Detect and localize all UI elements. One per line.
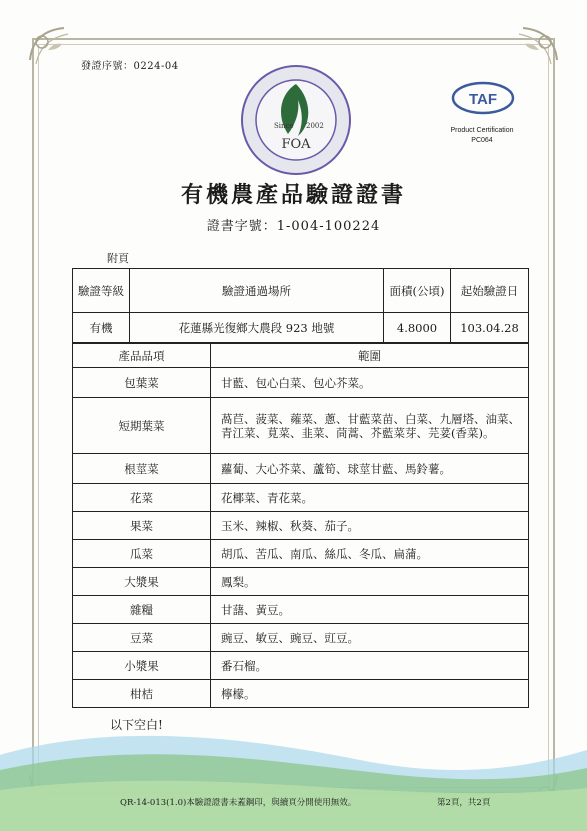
seal-abbr-text: FOA [281,137,311,152]
header-place: 驗證通過場所 [130,269,384,313]
seal-year-text: 2002 [306,122,324,130]
table-row [73,398,529,454]
footer-form-note: QR-14-013(1.0)本驗證證書未蓋鋼印，與續頁分開使用無效。 [120,798,357,808]
product-item: 小漿果 [73,652,211,680]
table-row [73,512,529,540]
product-item: 瓜菜 [73,540,211,568]
product-item: 根莖菜 [73,454,211,484]
taf-logo [451,80,515,116]
bottom-wave-decoration [0,700,587,831]
product-item: 柑桔 [73,680,211,708]
taf-product-certification: Product Certification [450,127,514,134]
seal-since-text: Since [274,122,294,130]
table-row [73,568,529,596]
table-row [73,454,529,484]
footer-page-number: 第2頁，共2頁 [437,798,491,808]
product-scope: 豌豆、敏豆、豌豆、豇豆。 [211,624,529,652]
table-row [73,624,529,652]
cell-area: 4.8000 [384,313,451,343]
product-range-table [72,343,529,708]
product-item: 大漿果 [73,568,211,596]
blank-below-note: 以下空白! [110,718,163,732]
header-area: 面積(公頃) [384,269,451,313]
table-row [73,680,529,708]
header-grade: 驗證等級 [73,269,130,313]
product-scope: 花椰菜、青花菜。 [211,484,529,512]
certificate-number: 證書字號：1-004-100224 [206,219,381,234]
product-item: 雜糧 [73,596,211,624]
product-scope: 番石榴。 [211,652,529,680]
header-scope: 範圍 [211,344,529,368]
product-scope: 胡瓜、苦瓜、南瓜、絲瓜、冬瓜、扁蒲。 [211,540,529,568]
appendix-label: 附頁 [107,252,129,265]
product-scope: 萵苣、菠菜、蕹菜、蔥、甘藍菜苗、白菜、九層塔、油菜、青江菜、莧菜、韭菜、茼蒿、芥藍菜芽、芫荽(香菜)。 [211,398,529,454]
product-scope: 蘿蔔、大心芥菜、蘆筍、球莖甘藍、馬鈴薯。 [211,454,529,484]
product-item: 包葉菜 [73,368,211,398]
header-start-date: 起始驗證日 [451,269,529,313]
cell-start-date: 103.04.28 [451,313,529,343]
taf-logo-text: TAF [468,91,498,108]
cell-grade: 有機 [73,313,130,343]
table-row [73,368,529,398]
header-product-item: 產品品項 [73,344,211,368]
product-item: 短期葉菜 [73,398,211,454]
foa-seal-logo [240,64,352,176]
product-scope: 玉米、辣椒、秋葵、茄子。 [211,512,529,540]
product-item: 果菜 [73,512,211,540]
product-item: 花菜 [73,484,211,512]
product-scope: 甘藍、包心白菜、包心芥菜。 [211,368,529,398]
product-item: 豆菜 [73,624,211,652]
table-row [73,652,529,680]
table-row [73,596,529,624]
ornament-top-left-icon [22,20,92,90]
table-row [73,540,529,568]
issue-serial-number: 發證序號：0224-04 [81,61,179,72]
site-table [72,268,529,343]
cell-place: 花蓮縣光復鄉大農段 923 地號 [130,313,384,343]
certificate-title: 有機農產品驗證證書 [180,182,406,208]
taf-code: PC064 [471,137,493,144]
product-scope: 鳳梨。 [211,568,529,596]
table-row [73,484,529,512]
product-scope: 檸檬。 [211,680,529,708]
product-scope: 甘藷、黃豆。 [211,596,529,624]
